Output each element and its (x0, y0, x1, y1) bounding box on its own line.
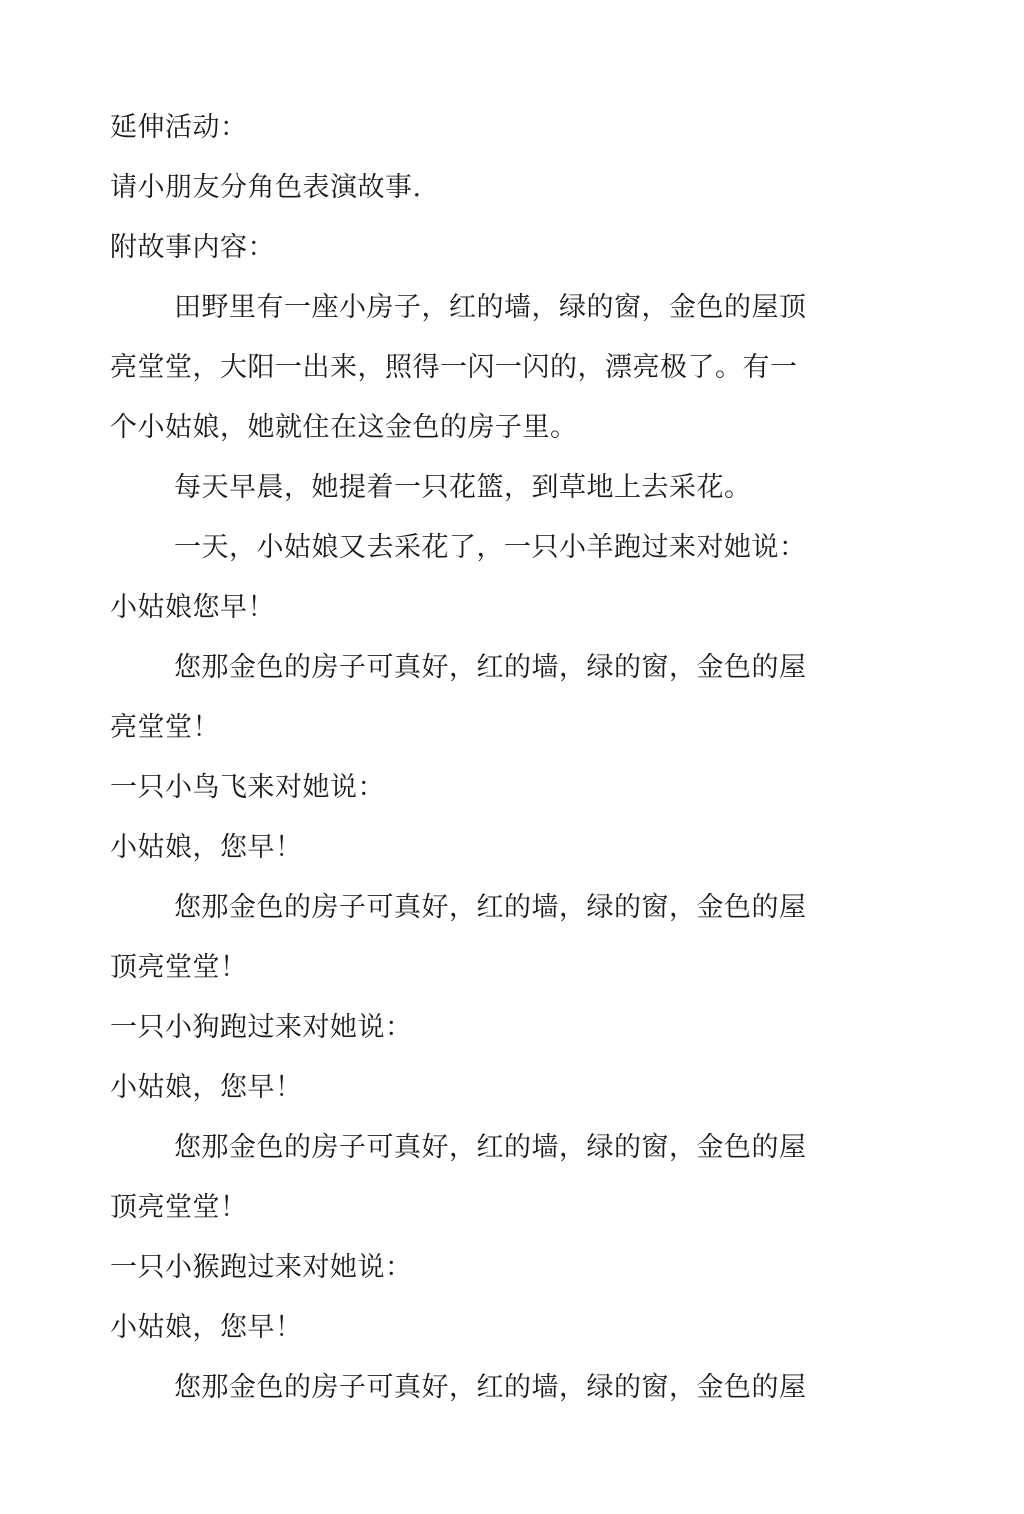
text-line: 一只小鸟飞来对她说： (110, 772, 385, 803)
paragraph-line: 亮堂堂！ (110, 712, 220, 743)
dialogue-line: 小姑娘，您早！ (110, 1312, 303, 1343)
dialogue-line: 小姑娘，您早！ (110, 1072, 303, 1103)
paragraph-line: 顶亮堂堂！ (110, 952, 248, 983)
section-heading-extension: 延伸活动： (110, 112, 248, 143)
dialogue-line: 小姑娘，您早！ (110, 832, 303, 863)
dialogue-line: 小姑娘您早！ (110, 592, 275, 623)
paragraph-line: 每天早晨，她提着一只花篮，到草地上去采花。 (174, 472, 752, 503)
text-line: 一只小狗跑过来对她说： (110, 1012, 413, 1043)
paragraph-line: 顶亮堂堂！ (110, 1192, 248, 1223)
paragraph-line: 您那金色的房子可真好，红的墙，绿的窗，金色的屋 (174, 1132, 807, 1163)
text-line: 请小朋友分角色表演故事. (110, 172, 422, 203)
paragraph-line: 田野里有一座小房子，红的墙，绿的窗，金色的屋顶 (174, 292, 807, 323)
paragraph-line: 您那金色的房子可真好，红的墙，绿的窗，金色的屋 (174, 1372, 807, 1403)
paragraph-line: 亮堂堂，大阳一出来，照得一闪一闪的，漂亮极了。有一 (110, 352, 798, 383)
paragraph-line: 个小姑娘，她就住在这金色的房子里。 (110, 412, 578, 443)
text-line: 一只小猴跑过来对她说： (110, 1252, 413, 1283)
paragraph-line: 您那金色的房子可真好，红的墙，绿的窗，金色的屋 (174, 652, 807, 683)
paragraph-line: 一天，小姑娘又去采花了，一只小羊跑过来对她说： (174, 532, 807, 563)
paragraph-line: 您那金色的房子可真好，红的墙，绿的窗，金色的屋 (174, 892, 807, 923)
section-heading-story: 附故事内容： (110, 232, 275, 263)
